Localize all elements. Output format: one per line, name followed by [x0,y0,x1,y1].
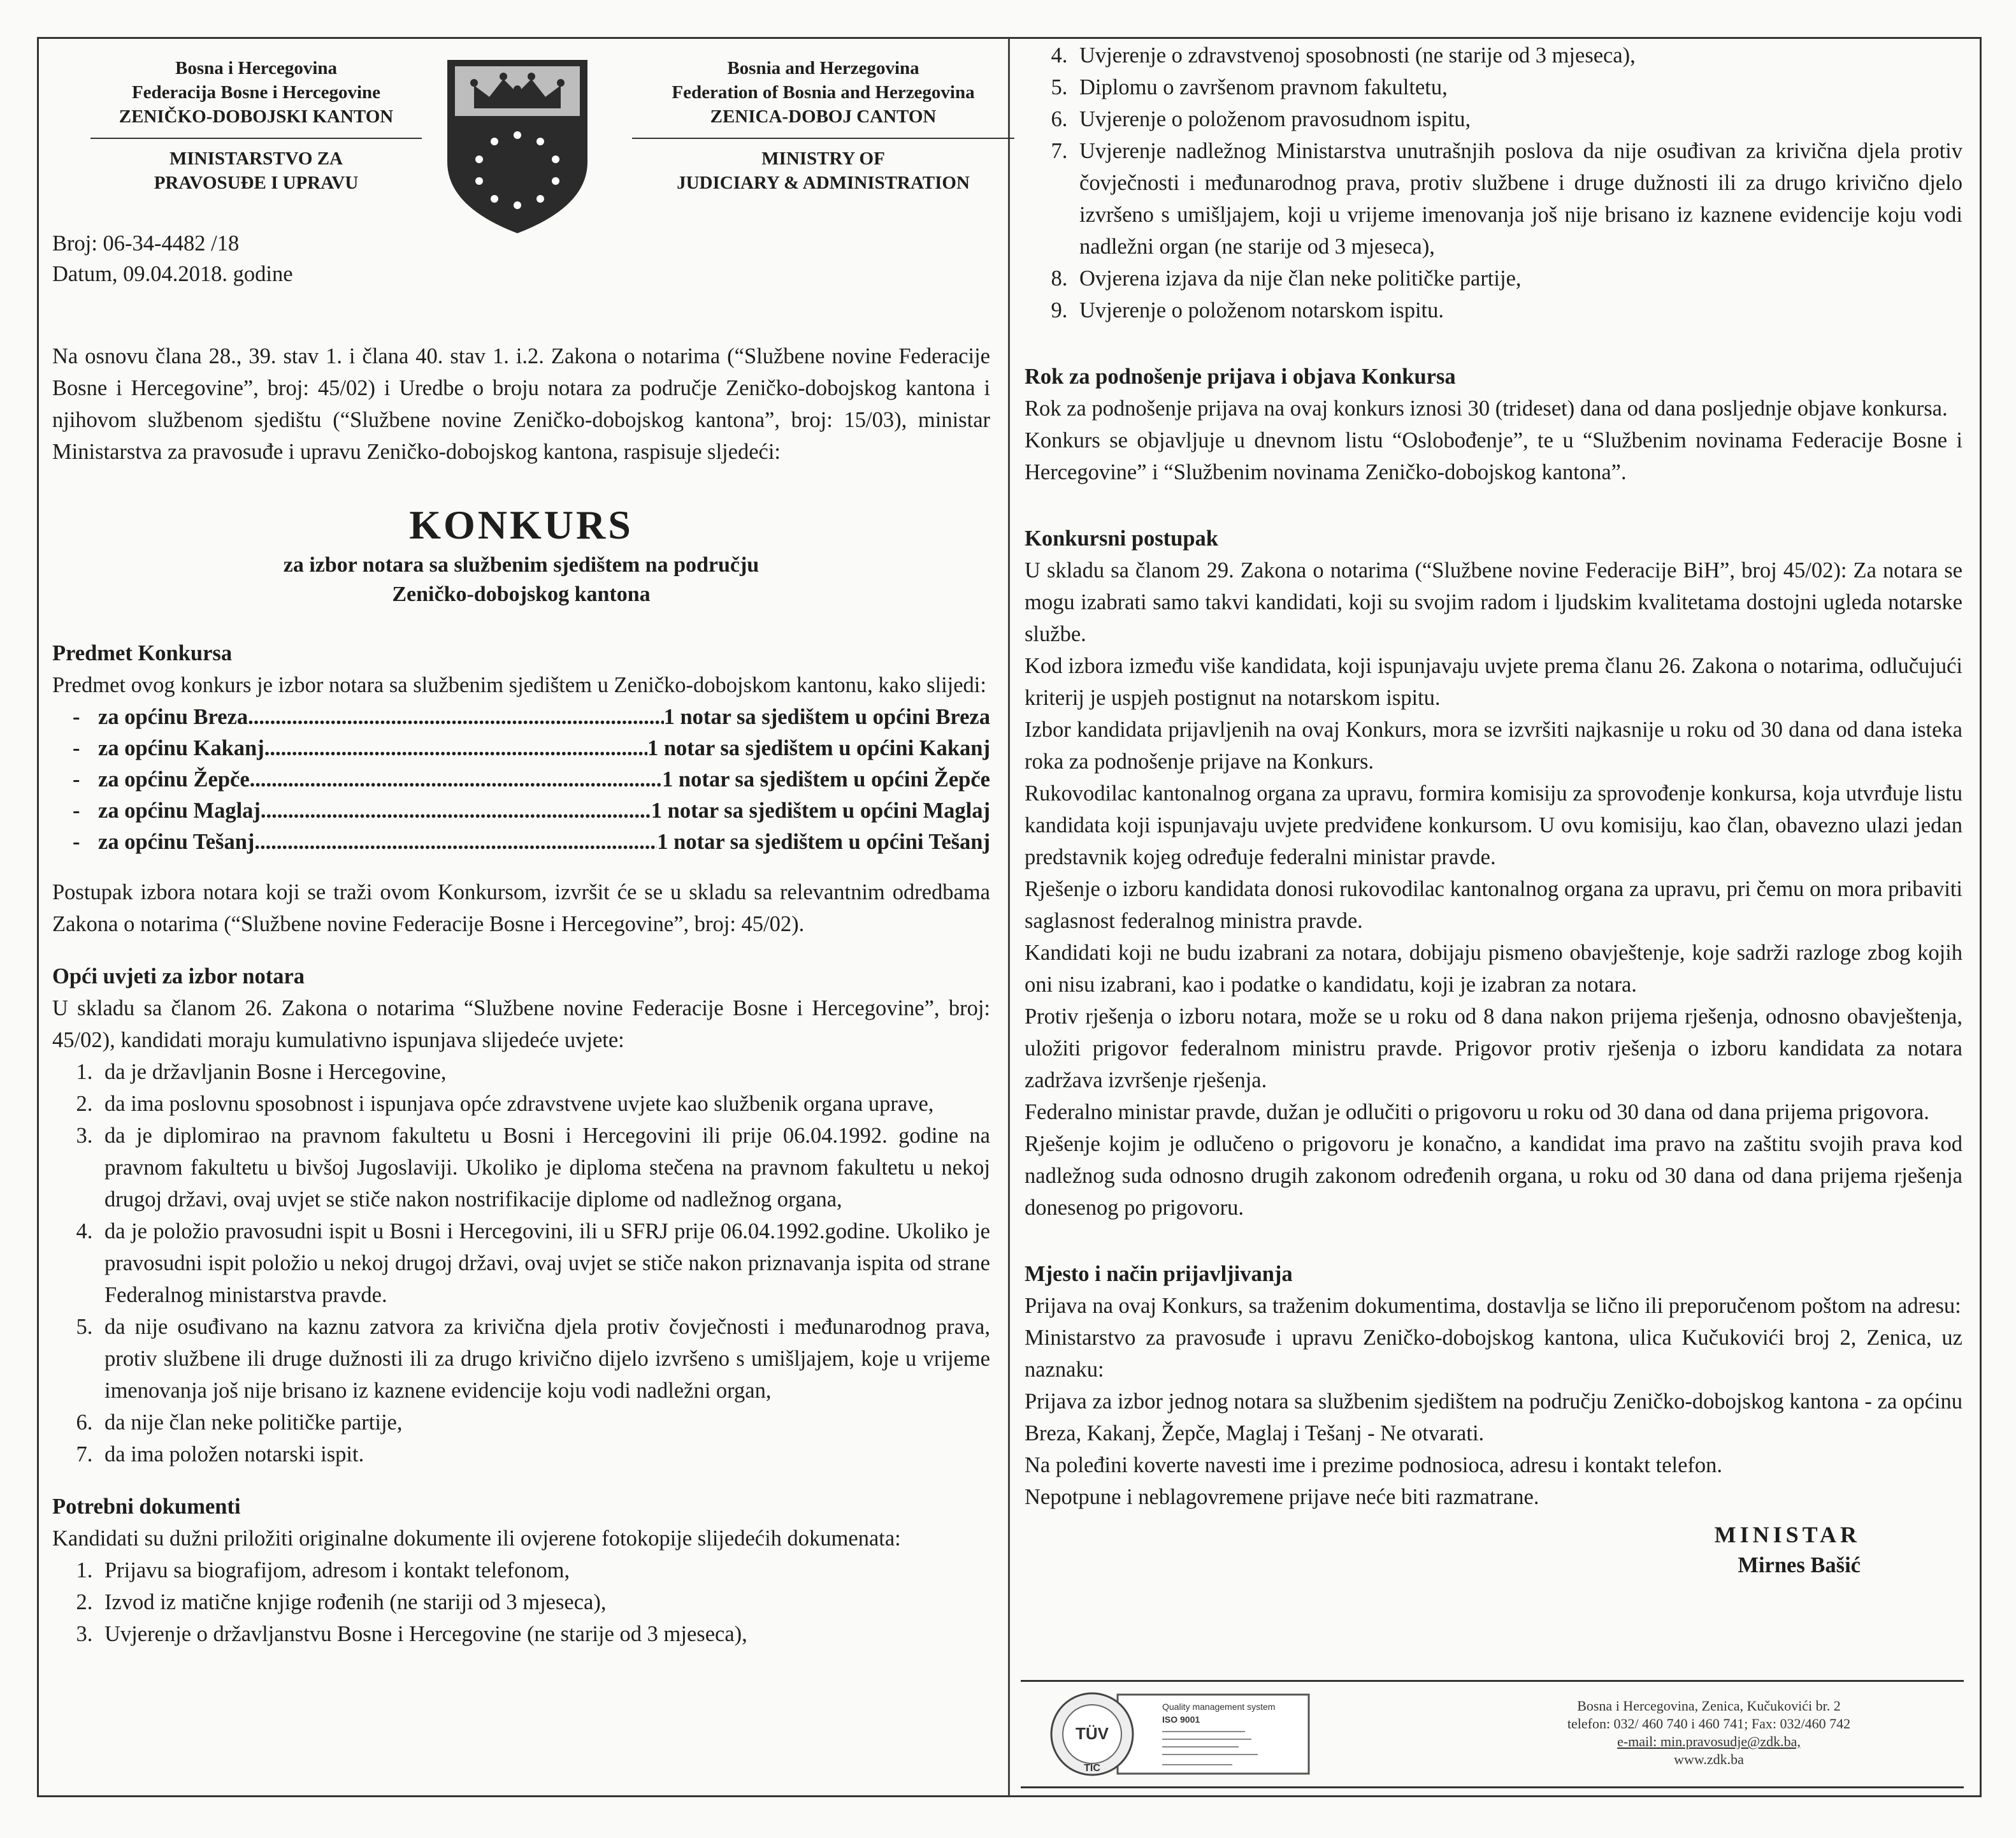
mjesto-paragraph: Nepotpune i neblagovremene prijave neće biti razmatrane. [1025,1485,1539,1509]
list-item: 2. da ima poslovnu sposobnost i ispunjava opće zdravstvene uvjete kao službenik organa uprave, [98,1088,990,1120]
conditions-list [52,1056,990,1470]
rok-paragraph-1: Rok za podnošenje prijava na ovaj konkurs iznosi 30 (trideset) dana od dana posljednje objave konkursa. [1025,396,1948,421]
ministry-line-2-en: JUDICIARY & ADMINISTRATION [677,173,970,193]
section-heading-opci-uvjeti: Opći uvjeti za izbor notara [52,964,305,988]
list-item: 6. da nije član neke političke partije, [98,1407,990,1438]
tuv-certification-badge-icon [1041,1690,1334,1779]
mjesto-paragraph: Prijava za izbor jednog notara sa službenim sjedištem na području Zeničko-dobojskog kantona - za općinu Breza, Kakanj, Žepče, Maglaj i Tešanj - Ne otvarati. [1025,1389,1962,1445]
letterhead-left [78,56,435,195]
reference-number: Broj: 06-34-4482 /18 [52,231,240,256]
postupak-paragraph: Rješenje kojim je odlučeno o prigovoru je konačno, a kandidat ima pravo na zaštitu svojih prava kod nadležnog suda odnosno drugih zakonom određenih organa, u roku od 30 dana od dana prijema rješenja donesenog po prigovoru. [1025,1132,1962,1220]
list-item: 7. Uvjerenje nadležnog Ministarstva unutrašnjih poslova da nije osuđivan za krivična djela protiv čovječnosti i međunarodnog prava, protiv službene i druge dužnosti ili za drugo krivično djelo izvršeno s umišljajem, koji u vrijeme imenovanja još nije brisano iz kaznene evidencije koju vodi nadležni organ (ne starije od 3 mjeseca), [1073,135,1962,263]
letterhead-rule [90,138,422,139]
footer [1021,1680,1964,1788]
signature-block [1025,1519,1962,1581]
cert-standard: ISO 9001 [1162,1714,1200,1725]
dokumenti-text: Kandidati su dužni priložiti originalne dokumente ili ovjerene fotokopije slijedećih dokumenata: [52,1526,901,1551]
cert-mark: TIC [1084,1763,1100,1774]
postupak-paragraph: U skladu sa članom 29. Zakona o notarima (“Službene novine Federacije BiH”, broj 45/02): Za notara se mogu izabrati samo takvi kandidati, koji su svojim radom i ljudskim kvalitetama dostojni ugleda notarske službe. [1025,558,1962,646]
office-list [52,701,990,857]
office-item: - za općinu Breza ..... 1 notar sa sjedištem u općini Breza [52,701,990,732]
office-item: - za općinu Kakanj ..... 1 notar sa sjedištem u općini Kakanj [52,732,990,763]
footer-web-link[interactable]: www.zdk.ba [1674,1751,1744,1767]
list-item: 4. da je položio pravosudni ispit u Bosni i Hercegovini, ili u SFRJ prije 06.04.1992.godine. Ukoliko je pravosudni ispit položio u nekoj drugoj državi, ovaj uvjet se stiče nakon priznavanja ispita od strane Federalnog ministarstva pravde. [98,1215,990,1311]
office-result: 1 notar sa sjedištem u općini Maglaj [651,799,990,823]
list-item: 1. Prijavu sa biografijom, adresom i kontakt telefonom, [98,1554,990,1586]
office-item: - za općinu Maglaj ..... 1 notar sa sjedištem u općini Maglaj [52,795,990,826]
predmet-text: Predmet ovog konkurs je izbor notara sa službenim sjedištem u Zeničko-dobojskom kantonu, kako slijedi: [52,673,986,697]
postupak-paragraph: Federalno ministar pravde, dužan je odlučiti o prigovoru u roku od 30 dana od dana prijema prigovora. [1025,1100,1929,1124]
federation-name-en: Federation of Bosnia and Herzegovina [672,82,975,103]
document-subtitle-1: za izbor notara sa službenim sjedištem na području [283,553,760,577]
ministry-line-1-en: MINISTRY OF [761,148,885,169]
list-item: 1. da je državljanin Bosne i Hercegovine, [98,1056,990,1088]
office-name: za općinu Žepče [98,767,250,792]
signature-title: MINISTAR [1714,1522,1861,1547]
documents-list-part-1 [52,1554,990,1650]
office-result: 1 notar sa sjedištem u općini Kakanj [647,736,990,760]
letterhead [52,45,990,319]
left-column [52,45,990,1650]
mjesto-paragraph: Ministarstvo za pravosuđe i upravu Zeničko-dobojskog kantona, ulica Kučukovići broj 2, Zenica, uz naznaku: [1025,1326,1962,1382]
federation-name: Federacija Bosne i Hercegovine [131,82,381,103]
opci-uvjeti-text: U skladu sa članom 26. Zakona o notarima “Službene novine Federacije Bosne i Hercegovine”, broj: 45/02), kandidati moraju kumulativno ispunjava slijedeće uvjete: [52,996,990,1052]
canton-coat-of-arms-icon [435,47,600,238]
section-heading-mjesto: Mjesto i način prijavljivanja [1025,1262,1293,1286]
list-item: 5. da nije osuđivano na kaznu zatvora za krivična djela protiv čovječnosti i međunarodnog prava, protiv službene ili druge dužnosti ili za drugo krivično dijelo izvršeno s umišljajem, koje u vrijeme imenovanja još nije brisano iz kaznene evidencije koju vodi nadležni organ, [98,1311,990,1407]
right-column [1025,40,1962,1581]
canton-name-en: ZENICA-DOBOJ CANTON [710,106,937,127]
signature-name: Mirnes Bašić [1738,1553,1861,1577]
footer-address [1505,1697,1913,1769]
letterhead-right [619,56,1027,195]
list-item: 3. Uvjerenje o državljanstvu Bosne i Hercegovine (ne starije od 3 mjeseca), [98,1618,990,1650]
office-result: 1 notar sa sjedištem u općini Žepče [662,767,990,792]
footer-email-link[interactable]: e-mail: min.pravosudje@zdk.ba, [1617,1733,1801,1749]
section-heading-konkursni-postupak: Konkursni postupak [1025,526,1218,551]
document-date: Datum, 09.04.2018. godine [52,262,293,286]
section-heading-predmet: Predmet Konkursa [52,641,233,665]
footer-phone-line: telefon: 032/ 460 740 i 460 741; Fax: 032/460 742 [1567,1716,1851,1732]
document-title: KONKURS [409,502,633,547]
list-item: 5. Diplomu o završenom pravnom fakultetu, [1073,71,1962,103]
list-item: 3. da je diplomirao na pravnom fakultetu u Bosni i Hercegovini ili prije 06.04.1992. godine na pravnom fakultetu u bivšoj Jugoslaviji. Ukoliko je diploma stečena na pravnom fakultetu u nekoj drugoj državi, ovaj uvjet se stiče nakon nostrifikacije diplome od nadležnog organa, [98,1120,990,1215]
list-item: 2. Izvod iz matične knjige rođenih (ne stariji od 3 mjeseca), [98,1586,990,1618]
mjesto-paragraph: Na poleđini koverte navesti ime i prezime podnosioca, adresu i kontakt telefon. [1025,1453,1723,1477]
postupak-paragraph: Kod izbora između više kandidata, koji ispunjavaju uvjete prema članu 26. Zakona o notarima, odlučujući kriterij je uspjeh postignut na notarskom ispitu. [1025,654,1962,710]
list-item: 7. da ima položen notarski ispit. [98,1438,990,1470]
intro-paragraph: Na osnovu člana 28., 39. stav 1. i člana 40. stav 1. i.2. Zakona o notarima (“Službene novine Federacije Bosne i Hercegovine”, broj: 45/02) i Uredbe o broju notara za područje Zeničko-dobojskog kantona i njihovom službenom sjedištu (“Službene novine Zeničko-dobojskog kantona”, broj: 15/03), ministar Ministarstva za pravosuđe i upravu Zeničko-dobojskog kantona, raspisuje sljedeći: [52,344,990,464]
list-item: 6. Uvjerenje o položenom pravosudnom ispitu, [1073,103,1962,135]
mjesto-paragraph: Prijava na ovaj Konkurs, sa traženim dokumentima, dostavlja se lično ili preporučenom poštom na adresu: [1025,1294,1961,1318]
postupak-paragraph: Rukovodilac kantonalnog organa za upravu, formira komisiju za sprovođenje konkursa, koja utvrđuje listu kandidata koji ispunjavaju uvjete predviđene konkursom. U ovu komisiju, kao član, obavezno ulazi jedan predstavnik kojeg određuje federalni ministar pravde. [1025,781,1962,869]
office-result: 1 notar sa sjedištem u općini Breza [663,705,990,729]
letterhead-rule-en [632,138,1014,139]
cert-title: Quality management system [1162,1702,1276,1712]
office-name: za općinu Tešanj [98,830,255,854]
postupak-paragraph: Postupak izbora notara koji se traži ovom Konkursom, izvršit će se u skladu sa relevantnim odredbama Zakona o notarima (“Službene novine Federacije Bosne i Hercegovine”, broj: 45/02). [52,880,990,936]
section-heading-rok: Rok za podnošenje prijava i objava Konkursa [1025,365,1456,389]
postupak-paragraph: Protiv rješenja o izboru notara, može se u roku od 8 dana nakon prijema rješenja, odnosno obavještenja, uložiti prigovor federalnom ministru pravde. Prigovor protiv rješenja o izboru kandidata za notara zadržava izvršenje rješenja. [1025,1004,1962,1092]
column-divider [1008,38,1010,1796]
section-heading-dokumenti: Potrebni dokumenti [52,1494,241,1519]
postupak-paragraph: Izbor kandidata prijavljenih na ovaj Konkurs, mora se izvršiti najkasnije u roku od 30 dana od dana isteka roka za podnošenje prijave na Konkurs. [1025,718,1962,774]
postupak-paragraph: Kandidati koji ne budu izabrani za notara, dobijaju pismeno obavještenje, koje sadrži razloge zbog kojih oni nisu izabrani, kao i podatke o kandidatu, koji je izabran za notara. [1025,941,1962,997]
postupak-paragraph: Rješenje o izboru kandidata donosi rukovodilac kantonalnog organa za upravu, pri čemu on mora pribaviti saglasnost federalnog ministra pravde. [1025,877,1962,933]
footer-address-line: Bosna i Hercegovina, Zenica, Kučukovići br. 2 [1577,1698,1841,1714]
office-result: 1 notar sa sjedištem u općini Tešanj [657,830,990,854]
office-item: - za općinu Tešanj ..... 1 notar sa sjedištem u općini Tešanj [52,826,990,857]
office-name: za općinu Breza [98,705,248,729]
cert-brand: TÜV [1076,1724,1109,1743]
office-name: za općinu Maglaj [98,799,261,823]
office-name: za općinu Kakanj [98,736,264,760]
canton-name: ZENIČKO-DOBOJSKI KANTON [119,106,394,127]
ministry-line-1: MINISTARSTVO ZA [169,148,343,169]
document-subtitle-2: Zeničko-dobojskog kantona [392,583,651,606]
ministry-line-2: PRAVOSUĐE I UPRAVU [154,173,359,193]
country-name-en: Bosnia and Herzegovina [727,58,919,78]
list-item: 9. Uvjerenje o položenom notarskom ispitu. [1073,294,1962,326]
list-item: 4. Uvjerenje o zdravstvenoj sposobnosti (ne starije od 3 mjeseca), [1073,40,1962,71]
country-name: Bosna i Hercegovina [175,58,338,78]
office-item: - za općinu Žepče ..... 1 notar sa sjedištem u općini Žepče [52,763,990,795]
list-item: 8. Ovjerena izjava da nije član neke političke partije, [1073,263,1962,294]
documents-list-part-2 [1025,40,1962,326]
rok-paragraph-2: Konkurs se objavljuje u dnevnom listu “Oslobođenje”, te u “Službenim novinama Federacije Bosne i Hercegovine” i “Službenim novinama Zeničko-dobojskog kantona”. [1025,428,1962,484]
document-meta [52,228,293,289]
